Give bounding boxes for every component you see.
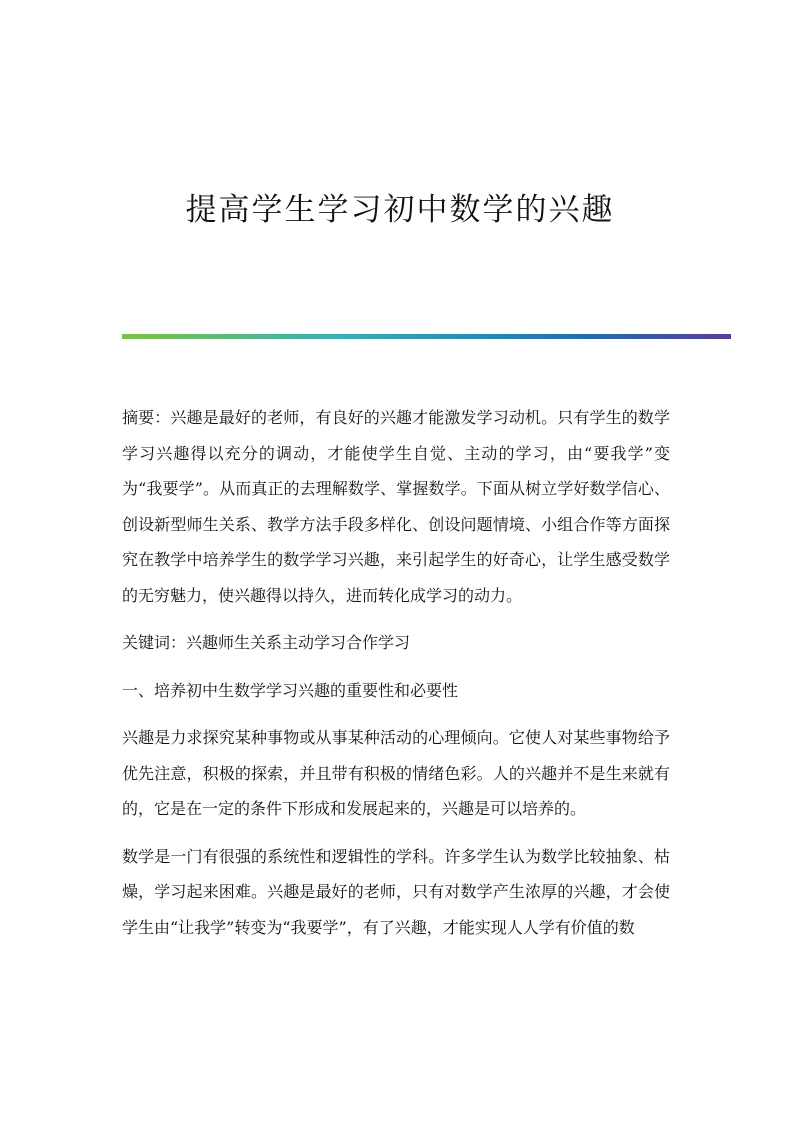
- keywords-line: 关键词：兴趣师生关系主动学习合作学习: [122, 633, 411, 652]
- body-paragraph: 数学是一门有很强的系统性和逻辑性的学科。许多学生认为数学比较抽象、枯燥，学习起来困难。兴趣是最好的老师，只有对数学产生浓厚的兴趣，才会使学生由“让我学”转变为“我要学”，有了兴趣，才能实现人人学有价值的数: [122, 846, 670, 937]
- title-divider: [122, 334, 731, 339]
- body-paragraph: 兴趣是力求探究某种事物或从事某种活动的心理倾向。它使人对某些事物给予优先注意，积极的探索，并且带有积极的情绪色彩。人的兴趣并不是生来就有的，它是在一定的条件下形成和发展起来的，兴趣是可以培养的。: [122, 728, 670, 818]
- section-heading: 一、培养初中生数学学习兴趣的重要性和必要性: [122, 680, 459, 700]
- document-body: [122, 400, 670, 945]
- document-title: 提高学生学习初中数学的兴趣: [185, 192, 615, 228]
- abstract-paragraph: 摘要：兴趣是最好的老师，有良好的兴趣才能激发学习动机。只有学生的数学学习兴趣得以充分的调动，才能使学生自觉、主动的学习，由“要我学”变为“我要学”。从而真正的去理解数学、掌握数学。下面从树立学好数学信心、创设新型师生关系、教学方法手段多样化、创设问题情境、小组合作等方面探究在教学中培养学生的数学学习兴趣，来引起学生的好奇心，让学生感受数学的无穷魅力，使兴趣得以持久，进而转化成学习的动力。: [122, 408, 670, 605]
